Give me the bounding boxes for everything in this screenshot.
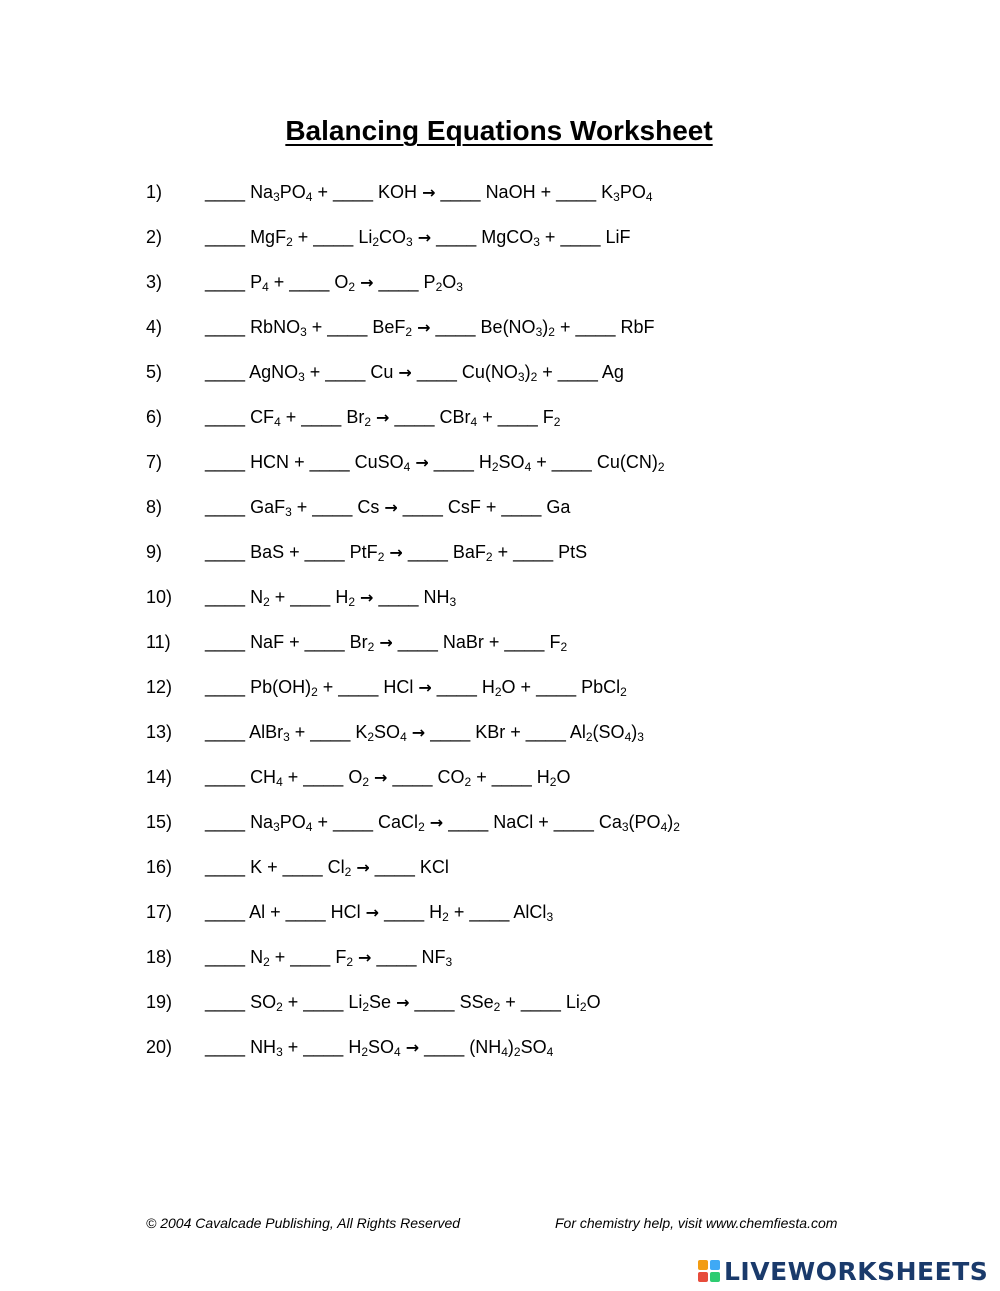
reaction-arrow-icon: →: [396, 993, 410, 1012]
logo-tile: [710, 1272, 720, 1282]
chemical-formula: $CH_4$: [250, 767, 283, 789]
chemical-formula: BaF$_2$: [452, 542, 493, 564]
chemical-formula: AlBr$_3$: [249, 722, 290, 744]
reaction-arrow-icon: →: [374, 768, 388, 787]
coefficient-blank[interactable]: ____: [397, 632, 438, 652]
problem-row: [0, 946, 1000, 991]
chemical-formula: MgCO$_3$: [481, 227, 540, 249]
chemical-formula: PtS: [558, 542, 588, 562]
problem-row: [0, 496, 1000, 541]
problem-row: [0, 226, 1000, 271]
chemical-equation: ____ HCN + ____ CuSO$_4$ → ____ $H_2SO_4$ + ____ $Cu(CN)_2$: [205, 452, 665, 474]
reaction-arrow-icon: →: [417, 318, 431, 337]
coefficient-blank[interactable]: ____: [303, 767, 344, 787]
coefficient-blank[interactable]: ____: [290, 947, 331, 967]
coefficient-blank[interactable]: ____: [301, 407, 342, 427]
coefficient-blank[interactable]: ____: [313, 227, 354, 247]
reaction-arrow-icon: →: [405, 1038, 420, 1057]
liveworksheets-logo: [698, 1256, 988, 1286]
chemical-formula: $H_2SO_4$: [478, 452, 532, 474]
problem-row: [0, 181, 1000, 226]
chemical-formula: $NH_3$: [250, 1037, 283, 1059]
chemical-formula: Cu: [370, 362, 394, 382]
coefficient-blank[interactable]: ____: [205, 812, 246, 832]
problem-row: [0, 766, 1000, 811]
reaction-arrow-icon: →: [415, 453, 429, 472]
chemical-formula: Al: [249, 902, 266, 922]
problem-number: 14): [146, 767, 173, 787]
logo-tile: [698, 1272, 708, 1282]
problem-number: 5): [146, 362, 163, 382]
coefficient-blank[interactable]: ____: [553, 812, 594, 832]
chemical-equation: ____ Al + ____ HCl → ____ $H_2$ + ____ AlCl$_3$: [205, 902, 554, 924]
chemical-formula: $O_2$: [348, 767, 370, 789]
coefficient-blank[interactable]: ____: [309, 452, 350, 472]
coefficient-blank[interactable]: ____: [504, 632, 545, 652]
chemical-formula: $O_2$: [334, 272, 356, 294]
coefficient-blank[interactable]: ____: [440, 182, 481, 202]
coefficient-blank[interactable]: ____: [304, 542, 345, 562]
chemical-formula: CsF: [447, 497, 481, 517]
coefficient-blank[interactable]: ____: [536, 677, 577, 697]
chemical-formula: $Li_2Se$: [348, 992, 392, 1014]
chemical-formula: HCN: [250, 452, 290, 472]
coefficient-blank[interactable]: ____: [205, 632, 246, 652]
logo-tile: [710, 1260, 720, 1270]
copyright-notice: © 2004 Cavalcade Publishing, All Rights Reserved: [146, 1215, 461, 1231]
chemical-formula: $NH_3$: [423, 587, 457, 609]
coefficient-blank[interactable]: ____: [205, 1037, 246, 1057]
coefficient-blank[interactable]: ____: [285, 902, 326, 922]
problem-number: 16): [146, 857, 173, 877]
chemical-formula: $Al_2(SO_4)_3$: [569, 722, 644, 744]
reaction-arrow-icon: →: [358, 948, 372, 967]
problem-number: 8): [146, 497, 163, 517]
coefficient-blank[interactable]: ____: [374, 857, 415, 877]
reaction-arrow-icon: →: [376, 408, 390, 427]
coefficient-blank[interactable]: ____: [436, 677, 477, 697]
coefficient-blank[interactable]: ____: [497, 407, 538, 427]
reaction-arrow-icon: →: [429, 813, 444, 832]
help-notice: For chemistry help, visit www.chemfiesta.com: [555, 1215, 838, 1231]
chemical-equation: ____ AgNO$_3$ + ____ Cu → ____ $Cu(NO_3)_2$ + ____ Ag: [205, 362, 624, 384]
coefficient-blank[interactable]: ____: [303, 1037, 344, 1057]
chemical-formula: $Na_3PO_4$: [250, 812, 313, 834]
coefficient-blank[interactable]: ____: [304, 632, 345, 652]
coefficient-blank[interactable]: ____: [205, 227, 246, 247]
coefficient-blank[interactable]: ____: [378, 272, 419, 292]
reaction-arrow-icon: →: [360, 273, 374, 292]
problem-number: 17): [146, 902, 173, 922]
coefficient-blank[interactable]: ____: [560, 227, 601, 247]
chemical-equation: ____ $N_2$ + ____ $H_2$ → ____ $NH_3$: [205, 587, 457, 609]
coefficient-blank[interactable]: ____: [205, 587, 246, 607]
chemical-formula: $H_2SO_4$: [348, 1037, 401, 1059]
coefficient-blank[interactable]: ____: [310, 722, 351, 742]
chemical-equation: ____ $CF_4$ + ____ $Br_2$ → ____ CBr$_4$ + ____ $F_2$: [205, 407, 561, 429]
chemical-formula: $N_2$: [250, 947, 270, 969]
chemical-formula: HCl: [383, 677, 414, 697]
reaction-arrow-icon: →: [360, 588, 374, 607]
chemical-formula: KBr: [475, 722, 506, 742]
problem-number: 3): [146, 272, 163, 292]
problem-row: [0, 361, 1000, 406]
coefficient-blank[interactable]: ____: [378, 587, 419, 607]
chemical-equation: ____ AlBr$_3$ + ____ $K_2SO_4$ → ____ KBr + ____ $Al_2(SO_4)_3$: [205, 722, 644, 744]
chemical-formula: $SO_2$: [250, 992, 283, 1014]
coefficient-blank[interactable]: ____: [290, 587, 331, 607]
chemical-formula: NaCl: [493, 812, 534, 832]
chemical-formula: Ga: [546, 497, 571, 517]
coefficient-blank[interactable]: ____: [525, 722, 566, 742]
chemical-equation: ____ RbNO$_3$ + ____ BeF$_2$ → ____ $Be(NO_3)_2$ + ____ RbF: [205, 317, 655, 339]
coefficient-blank[interactable]: ____: [424, 1037, 465, 1057]
problem-number: 18): [146, 947, 173, 967]
chemical-formula: BaS: [250, 542, 285, 562]
problem-number: 11): [146, 632, 171, 652]
reaction-arrow-icon: →: [365, 903, 380, 922]
chemical-formula: CaCl$_2$: [378, 812, 425, 834]
coefficient-blank[interactable]: ____: [520, 992, 561, 1012]
chemical-formula: $H_2$: [335, 587, 356, 609]
chemical-equation: ____ $CH_4$ + ____ $O_2$ → ____ $CO_2$ + ____ $H_2O$: [205, 767, 571, 789]
coefficient-blank[interactable]: ____: [205, 947, 246, 967]
chemical-formula: $NF_3$: [421, 947, 453, 969]
coefficient-blank[interactable]: ____: [205, 362, 246, 382]
coefficient-blank[interactable]: ____: [501, 497, 542, 517]
logo-tile: [698, 1260, 708, 1270]
chemical-formula: KCl: [419, 857, 449, 877]
coefficient-blank[interactable]: ____: [289, 272, 330, 292]
chemical-formula: PbCl$_2$: [581, 677, 627, 699]
coefficient-blank[interactable]: ____: [332, 182, 374, 202]
logo-icon: [698, 1260, 720, 1282]
chemical-formula: $Pb(OH)_2$: [250, 677, 318, 699]
problem-number: 4): [146, 317, 163, 337]
problem-number: 1): [146, 182, 163, 202]
coefficient-blank[interactable]: ____: [433, 452, 474, 472]
chemical-formula: $P_2O_3$: [423, 272, 463, 294]
coefficient-blank[interactable]: ____: [205, 452, 246, 472]
chemical-formula: GaF$_3$: [250, 497, 292, 519]
coefficient-blank[interactable]: ____: [556, 182, 597, 202]
reaction-arrow-icon: →: [379, 633, 393, 652]
chemical-formula: $Li_2O$: [565, 992, 601, 1014]
chemical-formula: $CO_2$: [437, 767, 472, 789]
chemical-formula: $Br_2$: [349, 632, 375, 654]
problem-row: [0, 406, 1000, 451]
chemical-formula: BeF$_2$: [372, 317, 413, 339]
chemical-formula: SSe$_2$: [459, 992, 501, 1014]
coefficient-blank[interactable]: ____: [416, 362, 457, 382]
problem-number: 2): [146, 227, 163, 247]
problem-number: 15): [146, 812, 173, 832]
logo-text: LIVEWORKSHEETS: [724, 1256, 989, 1286]
chemical-formula: $H_2$: [429, 902, 449, 924]
problem-number: 10): [146, 587, 173, 607]
problem-row: [0, 1036, 1000, 1081]
reaction-arrow-icon: →: [384, 498, 398, 517]
problem-row: [0, 541, 1000, 586]
chemical-equation: ____ $NH_3$ + ____ $H_2SO_4$ → ____ $(NH_4)_2SO_4$: [205, 1037, 554, 1059]
chemical-formula: $K_2SO_4$: [355, 722, 407, 744]
coefficient-blank[interactable]: ____: [205, 407, 246, 427]
chemical-formula: $Li_2CO_3$: [358, 227, 413, 249]
problem-row: [0, 271, 1000, 316]
chemical-equation: ____ $Na_3PO_4$ + ____ CaCl$_2$ → ____ NaCl + ____ $Ca_3(PO_4)_2$: [205, 812, 680, 834]
chemical-formula: NaOH: [485, 182, 536, 202]
coefficient-blank[interactable]: ____: [205, 857, 246, 877]
coefficient-blank[interactable]: ____: [575, 317, 616, 337]
chemical-equation: ____ BaS + ____ PtF$_2$ → ____ BaF$_2$ + ____ PtS: [205, 542, 588, 564]
chemical-formula: AgNO$_3$: [249, 362, 305, 384]
reaction-arrow-icon: →: [389, 543, 403, 562]
coefficient-blank[interactable]: ____: [325, 362, 366, 382]
chemical-formula: $F_2$: [542, 407, 561, 429]
chemical-formula: $K_3PO_4$: [601, 182, 653, 204]
chemical-formula: $N_2$: [250, 587, 270, 609]
coefficient-blank[interactable]: ____: [551, 452, 592, 472]
coefficient-blank[interactable]: ____: [491, 767, 532, 787]
coefficient-blank[interactable]: ____: [469, 902, 510, 922]
chemical-equation: ____ K + ____ $Cl_2$ → ____ KCl: [205, 857, 449, 879]
coefficient-blank[interactable]: ____: [205, 272, 246, 292]
coefficient-blank[interactable]: ____: [407, 542, 448, 562]
reaction-arrow-icon: →: [422, 183, 436, 202]
chemical-formula: CBr$_4$: [439, 407, 478, 429]
coefficient-blank[interactable]: ____: [205, 182, 246, 202]
chemical-formula: $F_2$: [335, 947, 354, 969]
chemical-formula: $P_4$: [250, 272, 269, 294]
problem-number: 9): [146, 542, 163, 562]
coefficient-blank[interactable]: ____: [394, 407, 435, 427]
coefficient-blank[interactable]: ____: [205, 677, 246, 697]
coefficient-blank[interactable]: ____: [205, 317, 246, 337]
chemical-formula: K: [250, 857, 263, 877]
problem-row: [0, 991, 1000, 1036]
chemical-formula: NaBr: [442, 632, 484, 652]
chemical-formula: PtF$_2$: [349, 542, 385, 564]
chemical-formula: $(NH_4)_2SO_4$: [469, 1037, 554, 1059]
chemical-formula: $Cl_2$: [327, 857, 352, 879]
problem-row: [0, 856, 1000, 901]
coefficient-blank[interactable]: ____: [205, 497, 246, 517]
problem-row: [0, 676, 1000, 721]
chemical-formula: Ag: [601, 362, 624, 382]
chemical-formula: $Cu(NO_3)_2$: [461, 362, 538, 384]
coefficient-blank[interactable]: ____: [402, 497, 443, 517]
chemical-formula: Cs: [357, 497, 380, 517]
chemical-formula: $F_2$: [549, 632, 568, 654]
problem-number: 6): [146, 407, 163, 427]
coefficient-blank[interactable]: ____: [557, 362, 598, 382]
chemical-equation: ____ NaF + ____ $Br_2$ → ____ NaBr + ____ $F_2$: [205, 632, 568, 654]
worksheet-title: Balancing Equations Worksheet: [285, 115, 713, 146]
coefficient-blank[interactable]: ____: [448, 812, 489, 832]
chemical-equation: ____ MgF$_2$ + ____ $Li_2CO_3$ → ____ MgCO$_3$ + ____ LiF: [205, 227, 631, 249]
reaction-arrow-icon: →: [411, 723, 426, 742]
coefficient-blank[interactable]: ____: [327, 317, 368, 337]
chemical-formula: $Be(NO_3)_2$: [480, 317, 555, 339]
coefficient-blank[interactable]: ____: [312, 497, 353, 517]
problem-number: 7): [146, 452, 163, 472]
coefficient-blank[interactable]: ____: [205, 902, 246, 922]
coefficient-blank[interactable]: ____: [392, 767, 433, 787]
problem-number: 12): [146, 677, 173, 697]
coefficient-blank[interactable]: ____: [205, 722, 246, 742]
coefficient-blank[interactable]: ____: [303, 992, 344, 1012]
problem-row: [0, 811, 1000, 856]
problem-list: [0, 181, 1000, 1081]
coefficient-blank[interactable]: ____: [332, 812, 374, 832]
chemical-formula: $Cu(CN)_2$: [596, 452, 665, 474]
problem-row: [0, 451, 1000, 496]
problem-number: 13): [146, 722, 173, 742]
problem-number: 19): [146, 992, 173, 1012]
chemical-equation: ____ GaF$_3$ + ____ Cs → ____ CsF + ____ Ga: [205, 497, 571, 519]
chemical-formula: LiF: [605, 227, 631, 247]
chemical-formula: AlCl$_3$: [513, 902, 554, 924]
coefficient-blank[interactable]: ____: [376, 947, 417, 967]
reaction-arrow-icon: →: [398, 363, 412, 382]
problem-row: [0, 721, 1000, 766]
chemical-formula: HCl: [330, 902, 361, 922]
coefficient-blank[interactable]: ____: [430, 722, 471, 742]
chemical-equation: ____ $Pb(OH)_2$ + ____ HCl → ____ $H_2O$ + ____ PbCl$_2$: [205, 677, 627, 699]
reaction-arrow-icon: →: [356, 858, 370, 877]
problem-row: [0, 631, 1000, 676]
chemical-equation: ____ $P_4$ + ____ $O_2$ → ____ $P_2O_3$: [205, 272, 463, 294]
chemical-formula: CuSO$_4$: [354, 452, 411, 474]
chemical-equation: ____ $Na_3PO_4$ + ____ KOH → ____ NaOH + ____ $K_3PO_4$: [205, 182, 653, 204]
chemical-formula: $H_2O$: [536, 767, 571, 789]
problem-number: 20): [146, 1037, 173, 1057]
coefficient-blank[interactable]: ____: [414, 992, 455, 1012]
reaction-arrow-icon: →: [418, 678, 432, 697]
chemical-formula: NaF: [250, 632, 285, 652]
problem-row: [0, 901, 1000, 946]
coefficient-blank[interactable]: ____: [205, 767, 246, 787]
coefficient-blank[interactable]: ____: [384, 902, 425, 922]
coefficient-blank[interactable]: ____: [435, 317, 476, 337]
chemical-formula: RbF: [620, 317, 655, 337]
problem-row: [0, 586, 1000, 631]
chemical-formula: $Ca_3(PO_4)_2$: [598, 812, 680, 834]
chemical-equation: ____ $N_2$ + ____ $F_2$ → ____ $NF_3$: [205, 947, 453, 969]
coefficient-blank[interactable]: ____: [205, 542, 246, 562]
chemical-formula: MgF$_2$: [250, 227, 293, 249]
problem-row: [0, 316, 1000, 361]
chemical-formula: KOH: [378, 182, 418, 202]
coefficient-blank[interactable]: ____: [436, 227, 477, 247]
coefficient-blank[interactable]: ____: [282, 857, 323, 877]
chemical-formula: $CF_4$: [250, 407, 281, 429]
chemical-formula: $Na_3PO_4$: [250, 182, 313, 204]
reaction-arrow-icon: →: [417, 228, 432, 247]
chemical-equation: ____ $SO_2$ + ____ $Li_2Se$ → ____ SSe$_2$ + ____ $Li_2O$: [205, 992, 601, 1014]
chemical-formula: $Br_2$: [346, 407, 372, 429]
coefficient-blank[interactable]: ____: [338, 677, 379, 697]
coefficient-blank[interactable]: ____: [513, 542, 554, 562]
chemical-formula: $H_2O$: [481, 677, 516, 699]
chemical-formula: RbNO$_3$: [250, 317, 307, 339]
coefficient-blank[interactable]: ____: [205, 992, 246, 1012]
